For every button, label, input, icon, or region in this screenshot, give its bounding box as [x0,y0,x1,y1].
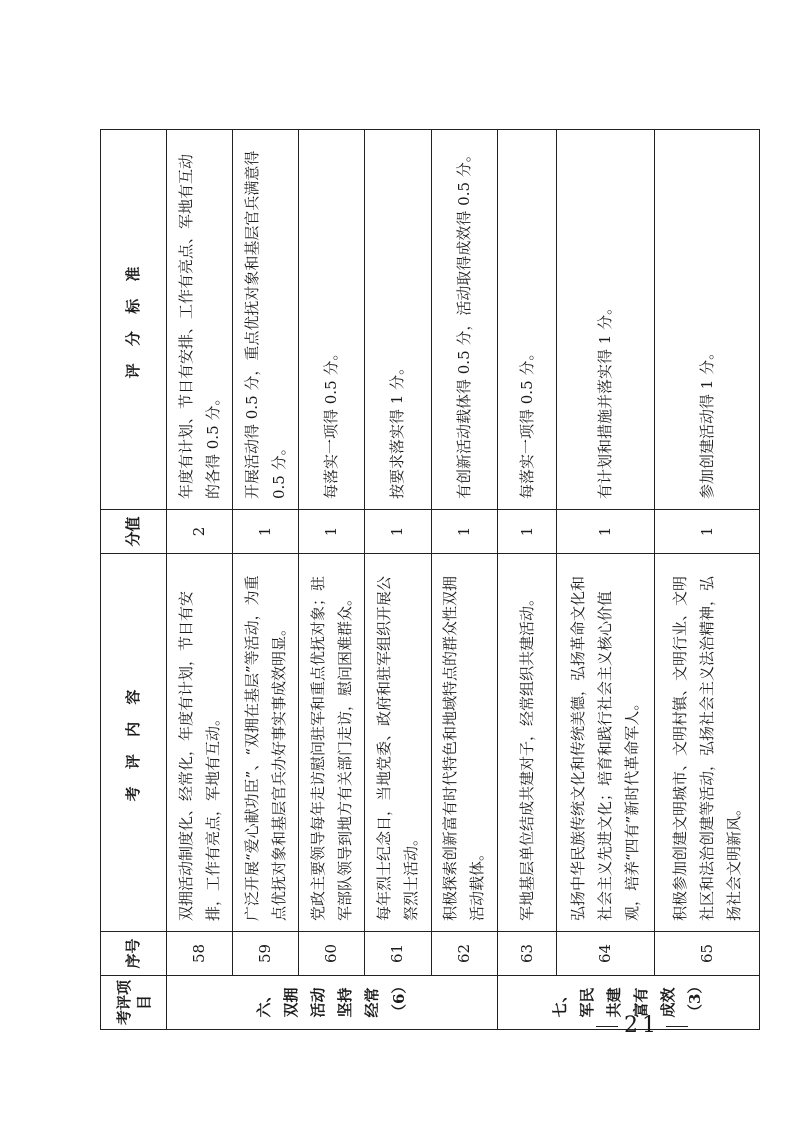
row-content: 军地基层单位结成共建对子，经常组织共建活动。 [497,554,557,932]
table-row [167,130,233,1030]
row-criteria: 按要求落实得 1 分。 [365,130,431,510]
row-criteria: 每落实一项得 0.5 分。 [299,130,365,510]
table-row [431,130,497,1030]
left-dash [596,1026,618,1027]
row-criteria: 参加创建活动得 1 分。 [655,130,760,510]
row-score: 1 [497,510,557,554]
row-content: 双拥活动制度化、经常化，年度有计划，节日有安排，工作有亮点，军地有互动。 [167,554,233,932]
table-row [655,130,760,1030]
table-row [557,130,655,1030]
row-score: 1 [233,510,299,554]
table-header-row [101,130,167,1030]
table-row [497,130,557,1030]
row-number: 65 [655,932,760,976]
row-content: 每年烈士纪念日，当地党委、政府和驻军组织开展公祭烈士活动。 [365,554,431,932]
row-criteria: 有计划和措施并落实得 1 分。 [557,130,655,510]
row-score: 1 [431,510,497,554]
row-number: 63 [497,932,557,976]
row-score: 1 [557,510,655,554]
row-criteria: 开展活动得 0.5 分，重点优抚对象和基层官兵满意得 0.5 分。 [233,130,299,510]
row-content: 党政主要领导每年走访慰问驻军和重点优抚对象；驻军部队领导到地方有关部门走访，慰问困难群众。 [299,554,365,932]
table-row [233,130,299,1030]
row-number: 58 [167,932,233,976]
row-score: 1 [299,510,365,554]
evaluation-table [100,129,760,1030]
header-criteria: 评 分 标 准 [101,130,167,510]
row-content: 积极探索创新富有时代特色和地域特点的群众性双拥活动载体。 [431,554,497,932]
row-score: 2 [167,510,233,554]
row-criteria: 每落实一项得 0.5 分。 [497,130,557,510]
header-score: 分值 [101,510,167,554]
row-score: 1 [655,510,760,554]
category-cell: 六、双拥活动坚持经常（6） [167,976,498,1030]
row-number: 59 [233,932,299,976]
row-content: 广泛开展“爱心献功臣”、“双拥在基层”等活动，为重点优抚对象和基层官兵办好事实事成效明显。 [233,554,299,932]
row-number: 61 [365,932,431,976]
right-dash [666,1026,688,1027]
row-content: 弘扬中华民族传统文化和传统美德，弘扬革命文化和社会主义先进文化；培育和践行社会主义核心价值观，培养“四有”新时代革命军人。 [557,554,655,932]
header-content: 考 评 内 容 [101,554,167,932]
row-content: 积极参加创建文明城市、文明村镇、文明行业、文明社区和法治创建等活动，弘扬社会主义法治精神，弘扬社会文明新风。 [655,554,760,932]
row-number: 60 [299,932,365,976]
header-number: 序号 [101,932,167,976]
row-criteria: 有创新活动载体得 0.5 分，活动取得成效得 0.5 分。 [431,130,497,510]
row-number: 62 [431,932,497,976]
row-criteria: 年度有计划、节日有安排、工作有亮点、军地有互动的各得 0.5 分。 [167,130,233,510]
row-score: 1 [365,510,431,554]
page-number: 21 [624,1013,660,1038]
table-row [299,130,365,1030]
category-cell: 七、军民共建富有成效（3） [497,976,759,1030]
header-category: 考评项目 [101,976,167,1030]
table-row [365,130,431,1030]
row-number: 64 [557,932,655,976]
page-number-footer [590,1013,694,1038]
rotated-page-content [100,130,760,1030]
